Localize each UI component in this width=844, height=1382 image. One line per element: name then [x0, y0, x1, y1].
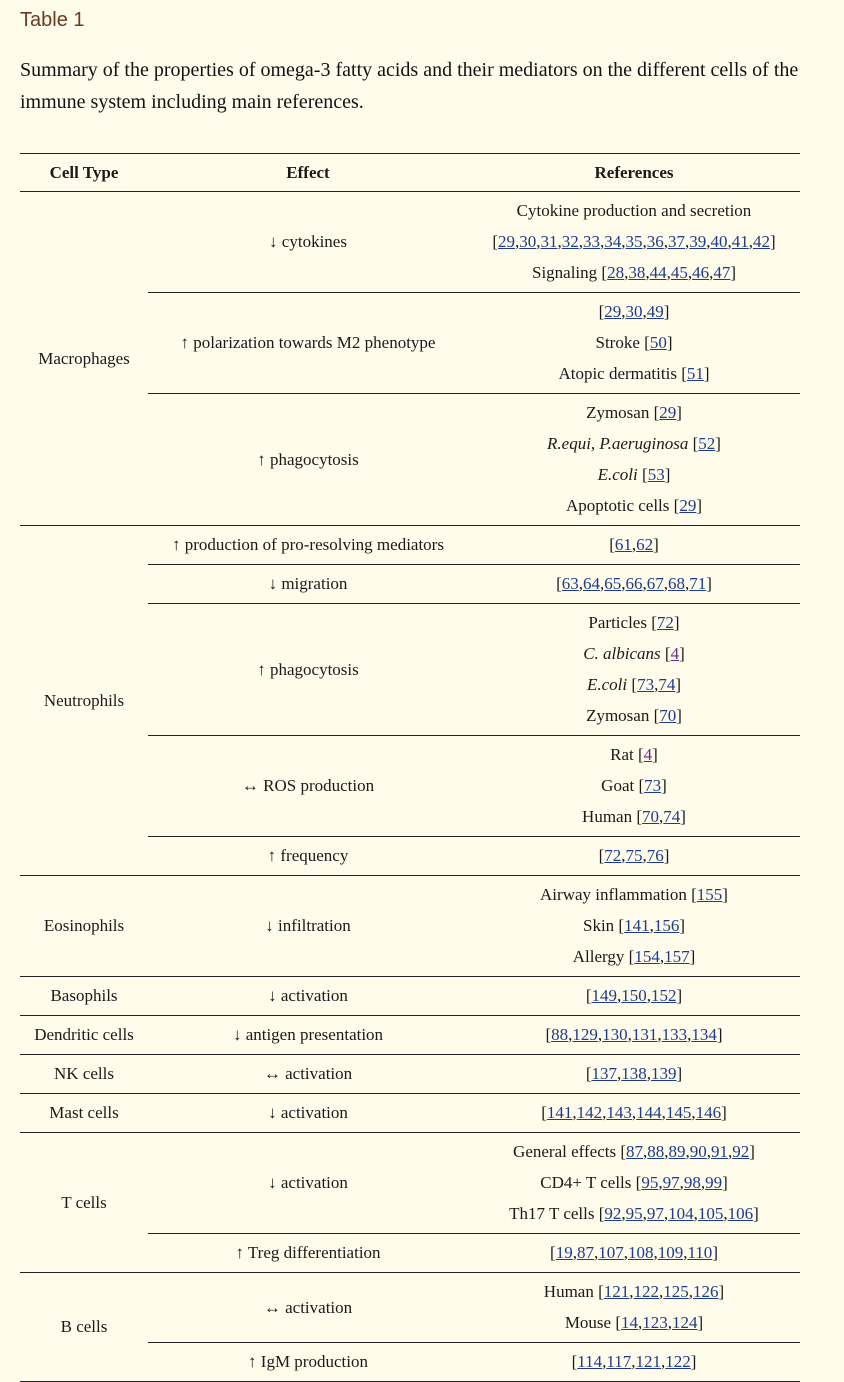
reference-link[interactable]: 50	[649, 333, 667, 352]
reference-label: Mouse	[564, 1313, 616, 1332]
reference-link[interactable]: 109	[657, 1243, 684, 1262]
effect-cell: ↑ polarization towards M2 phenotype	[148, 293, 468, 394]
reference-link[interactable]: 74	[658, 675, 676, 694]
effect-cell: ↔ ROS production	[148, 736, 468, 837]
effect-cell: ↓ activation	[148, 1094, 468, 1133]
reference-label: Human	[582, 807, 637, 826]
reference-link[interactable]: 65	[604, 574, 622, 593]
reference-link[interactable]: 130	[602, 1025, 628, 1044]
reference-link[interactable]: 53	[647, 465, 665, 484]
reference-link[interactable]: 35	[625, 232, 643, 251]
reference-link[interactable]: 29	[659, 403, 677, 422]
cell-type: Eosinophils	[20, 876, 148, 977]
reference-link[interactable]: 137	[591, 1064, 617, 1083]
reference-label: Human	[543, 1282, 599, 1301]
reference-line: Airway inflammation [155]	[540, 885, 728, 904]
cell-type: T cells	[20, 1133, 148, 1273]
reference-link[interactable]: 42	[753, 232, 770, 251]
reference-link[interactable]: 129	[572, 1025, 598, 1044]
effect-cell: ↑ Treg differentiation	[148, 1234, 468, 1273]
reference-line: Human [70,74]	[582, 807, 686, 826]
reference-link[interactable]: 139	[651, 1064, 677, 1083]
reference-line: Human [121,122,125,126]	[543, 1282, 725, 1301]
reference-link[interactable]: 141	[546, 1103, 573, 1122]
header-effect: Effect	[148, 154, 468, 192]
effect-cell: ↓ activation	[148, 1133, 468, 1234]
reference-line: CD4+ T cells [95,97,98,99]	[540, 1173, 728, 1192]
reference-link[interactable]: 104	[668, 1204, 694, 1223]
reference-link[interactable]: 157	[664, 947, 690, 966]
reference-link[interactable]: 4	[643, 745, 653, 764]
reference-link[interactable]: 87	[626, 1142, 644, 1161]
reference-line: Goat [73]	[601, 776, 667, 795]
reference-line: Signaling [28,38,44,45,46,47]	[531, 263, 736, 282]
reference-link[interactable]: 76	[646, 846, 664, 865]
reference-link[interactable]: 145	[665, 1103, 692, 1122]
reference-link[interactable]: 30	[625, 302, 643, 321]
reference-label: Skin	[582, 916, 619, 935]
reference-link[interactable]: 72	[656, 613, 674, 632]
effect-cell: ↑ production of pro-resolving mediators	[148, 526, 468, 565]
reference-link[interactable]: 105	[697, 1204, 724, 1223]
reference-link[interactable]: 30	[519, 232, 537, 251]
reference-label: Apoptotic cells	[566, 496, 674, 515]
cell-type: Mast cells	[20, 1094, 148, 1133]
table-row	[20, 1055, 800, 1094]
reference-line: General effects [87,88,89,90,91,92]	[513, 1142, 755, 1161]
reference-link[interactable]: 131	[631, 1025, 658, 1044]
references-cell	[468, 1234, 800, 1273]
references-cell	[468, 876, 800, 977]
table-row	[20, 1133, 800, 1234]
reference-link[interactable]: 146	[695, 1103, 722, 1122]
table-body	[20, 192, 800, 1382]
reference-link[interactable]: 34	[604, 232, 622, 251]
reference-line: Rat [4]	[610, 745, 658, 764]
reference-link[interactable]: 92	[604, 1204, 622, 1223]
reference-link[interactable]: 152	[651, 986, 677, 1005]
references-cell	[468, 526, 800, 565]
reference-line: Mouse [14,123,124]	[564, 1313, 704, 1332]
reference-label: Rat	[610, 745, 638, 764]
reference-line: R.equi, P.aeruginosa [52]	[547, 434, 721, 453]
reference-link[interactable]: 98	[683, 1173, 701, 1192]
reference-link[interactable]: 143	[606, 1103, 632, 1122]
reference-label: Stroke	[595, 333, 645, 352]
reference-link[interactable]: 97	[662, 1173, 680, 1192]
table-label: Table 1	[20, 9, 85, 31]
reference-line: [61,62]	[609, 535, 659, 554]
table-row	[20, 1273, 800, 1343]
reference-label: C. albicans	[583, 644, 661, 663]
reference-link[interactable]: 121	[603, 1282, 630, 1301]
reference-link[interactable]: 134	[691, 1025, 717, 1044]
reference-link[interactable]: 14	[621, 1313, 639, 1332]
reference-label: E.coli	[597, 465, 638, 484]
references-cell	[468, 1094, 800, 1133]
table-row	[20, 977, 800, 1016]
reference-link[interactable]: 46	[692, 263, 710, 282]
reference-link[interactable]: 106	[727, 1204, 754, 1223]
reference-line: [114,117,121,122]	[571, 1352, 697, 1371]
reference-link[interactable]: 62	[636, 535, 654, 554]
reference-link[interactable]: 44	[649, 263, 667, 282]
reference-link[interactable]: 66	[625, 574, 643, 593]
table-row	[20, 1016, 800, 1055]
reference-link[interactable]: 154	[634, 947, 660, 966]
reference-link[interactable]: 38	[628, 263, 646, 282]
reference-label: General effects	[513, 1142, 621, 1161]
reference-link[interactable]: 36	[646, 232, 664, 251]
reference-link[interactable]: 107	[598, 1243, 624, 1262]
reference-line: C. albicans [4]	[583, 644, 685, 663]
reference-link[interactable]: 91	[711, 1142, 729, 1161]
effect-cell: ↔ activation	[148, 1055, 468, 1094]
reference-link[interactable]: 39	[689, 232, 707, 251]
reference-label: Goat	[601, 776, 639, 795]
reference-label: Atopic dermatitis	[558, 364, 682, 383]
table-row	[20, 192, 800, 293]
references-cell	[468, 394, 800, 526]
reference-link[interactable]: 70	[659, 706, 677, 725]
reference-link[interactable]: 28	[607, 263, 625, 282]
reference-label: Zymosan	[586, 403, 654, 422]
reference-line: [141,142,143,144,145,146]	[541, 1103, 727, 1122]
reference-link[interactable]: 41	[731, 232, 749, 251]
reference-line: [63,64,65,66,67,68,71]	[556, 574, 712, 593]
effect-cell: ↑ frequency	[148, 837, 468, 876]
header-references: References	[468, 154, 800, 192]
reference-label: Particles	[588, 613, 652, 632]
reference-line: E.coli [73,74]	[587, 675, 681, 694]
reference-link[interactable]: 75	[625, 846, 643, 865]
reference-link[interactable]: 89	[668, 1142, 686, 1161]
reference-link[interactable]: 67	[646, 574, 664, 593]
reference-label: Signaling	[531, 263, 602, 282]
effect-cell: ↓ infiltration	[148, 876, 468, 977]
reference-link[interactable]: 92	[732, 1142, 750, 1161]
reference-label: R.equi, P.aeruginosa	[547, 434, 689, 453]
reference-link[interactable]: 88	[647, 1142, 665, 1161]
table-caption: Summary of the properties of omega-3 fatty acids and their mediators on the different cells of the immune system including main references.	[20, 59, 799, 113]
references-cell	[468, 1343, 800, 1382]
effect-cell: ↓ activation	[148, 977, 468, 1016]
reference-link[interactable]: 95	[625, 1204, 643, 1223]
table-row	[20, 1094, 800, 1133]
reference-link[interactable]: 150	[621, 986, 647, 1005]
references-cell	[468, 736, 800, 837]
reference-link[interactable]: 125	[663, 1282, 689, 1301]
effect-cell: ↓ migration	[148, 565, 468, 604]
reference-line: Th17 T cells [92,95,97,104,105,106]	[509, 1204, 759, 1223]
reference-link[interactable]: 141	[624, 916, 650, 935]
reference-line: [137,138,139]	[585, 1064, 683, 1083]
reference-link[interactable]: 123	[642, 1313, 668, 1332]
reference-link[interactable]: 70	[642, 807, 660, 826]
reference-link[interactable]: 63	[561, 574, 579, 593]
cell-type: Dendritic cells	[20, 1016, 148, 1055]
reference-line: [29,30,31,32,33,34,35,36,37,39,40,41,42]	[492, 232, 776, 251]
effect-cell: ↔ activation	[148, 1273, 468, 1343]
reference-link[interactable]: 149	[591, 986, 617, 1005]
reference-label: Zymosan	[586, 706, 654, 725]
reference-link[interactable]: 71	[689, 574, 707, 593]
reference-label: E.coli	[587, 675, 628, 694]
reference-link[interactable]: 99	[705, 1173, 723, 1192]
reference-label: Cytokine production and secretion	[516, 201, 752, 220]
reference-line: [72,75,76]	[598, 846, 670, 865]
cell-type: B cells	[20, 1273, 148, 1382]
cell-type: Macrophages	[20, 192, 148, 526]
reference-link[interactable]: 114	[577, 1352, 603, 1371]
reference-link[interactable]: 32	[561, 232, 579, 251]
reference-link[interactable]: 29	[604, 302, 622, 321]
reference-link[interactable]: 95	[641, 1173, 659, 1192]
reference-link[interactable]: 97	[646, 1204, 664, 1223]
reference-link[interactable]: 88	[551, 1025, 569, 1044]
reference-line: [19,87,107,108,109,110]	[550, 1243, 718, 1262]
cell-type: Basophils	[20, 977, 148, 1016]
reference-link[interactable]: 138	[621, 1064, 647, 1083]
reference-link[interactable]: 74	[663, 807, 681, 826]
reference-link[interactable]: 121	[635, 1352, 661, 1371]
effect-cell: ↑ phagocytosis	[148, 394, 468, 526]
reference-link[interactable]: 29	[679, 496, 697, 515]
references-cell	[468, 293, 800, 394]
reference-link[interactable]: 72	[604, 846, 622, 865]
reference-link[interactable]: 122	[633, 1282, 660, 1301]
reference-link[interactable]: 90	[689, 1142, 707, 1161]
reference-link[interactable]: 61	[614, 535, 632, 554]
reference-link[interactable]: 117	[606, 1352, 632, 1371]
reference-link[interactable]: 47	[713, 263, 731, 282]
reference-line	[468, 195, 800, 226]
reference-line: Apoptotic cells [29]	[566, 496, 702, 515]
summary-table	[20, 153, 800, 1382]
reference-label: Airway inflammation	[540, 885, 692, 904]
references-cell	[468, 604, 800, 736]
header-row	[20, 154, 800, 192]
reference-line: [149,150,152]	[585, 986, 683, 1005]
references-cell	[468, 837, 800, 876]
reference-link[interactable]: 122	[665, 1352, 691, 1371]
reference-line: Stroke [50]	[595, 333, 673, 352]
reference-link[interactable]: 73	[644, 776, 662, 795]
reference-link[interactable]: 87	[576, 1243, 594, 1262]
reference-line: Particles [72]	[588, 613, 680, 632]
reference-label: Allergy	[572, 947, 629, 966]
reference-link[interactable]: 52	[698, 434, 716, 453]
header-cell-type: Cell Type	[20, 154, 148, 192]
reference-link[interactable]: 110	[687, 1243, 713, 1262]
reference-link[interactable]: 40	[710, 232, 728, 251]
reference-link[interactable]: 73	[637, 675, 655, 694]
references-cell	[468, 1055, 800, 1094]
reference-link[interactable]: 51	[686, 364, 704, 383]
reference-link[interactable]: 124	[672, 1313, 698, 1332]
references-cell	[468, 192, 800, 293]
reference-label: Th17 T cells	[509, 1204, 599, 1223]
effect-cell: ↓ cytokines	[148, 192, 468, 293]
reference-link[interactable]: 4	[670, 644, 680, 663]
reference-line: [88,129,130,131,133,134]	[545, 1025, 723, 1044]
table-row	[20, 526, 800, 565]
effect-cell: ↑ IgM production	[148, 1343, 468, 1382]
reference-line: Allergy [154,157]	[572, 947, 696, 966]
reference-line: Skin [141,156]	[582, 916, 686, 935]
reference-line: E.coli [53]	[597, 465, 671, 484]
references-cell	[468, 977, 800, 1016]
table-row	[20, 876, 800, 977]
reference-link[interactable]: 64	[583, 574, 600, 593]
reference-link[interactable]: 31	[540, 232, 558, 251]
reference-link[interactable]: 144	[636, 1103, 662, 1122]
reference-link[interactable]: 37	[668, 232, 685, 251]
reference-line: Zymosan [29]	[586, 403, 682, 422]
effect-cell: ↑ phagocytosis	[148, 604, 468, 736]
references-cell	[468, 565, 800, 604]
reference-link[interactable]: 108	[627, 1243, 654, 1262]
reference-link[interactable]: 133	[661, 1025, 688, 1044]
effect-cell: ↓ antigen presentation	[148, 1016, 468, 1055]
reference-link[interactable]: 68	[668, 574, 685, 593]
reference-link[interactable]: 45	[670, 263, 688, 282]
cell-type: Neutrophils	[20, 526, 148, 876]
reference-line: Zymosan [70]	[586, 706, 682, 725]
reference-link[interactable]: 126	[693, 1282, 719, 1301]
references-cell	[468, 1016, 800, 1055]
reference-link[interactable]: 19	[555, 1243, 573, 1262]
reference-link[interactable]: 156	[653, 916, 680, 935]
reference-link[interactable]: 49	[646, 302, 664, 321]
reference-link[interactable]: 33	[583, 232, 600, 251]
reference-line: Atopic dermatitis [51]	[558, 364, 710, 383]
reference-line: [29,30,49]	[598, 302, 670, 321]
cell-type: NK cells	[20, 1055, 148, 1094]
references-cell	[468, 1133, 800, 1234]
references-cell	[468, 1273, 800, 1343]
reference-link[interactable]: 29	[498, 232, 515, 251]
reference-label: CD4+ T cells	[540, 1173, 636, 1192]
reference-link[interactable]: 142	[576, 1103, 603, 1122]
reference-link[interactable]: 155	[696, 885, 723, 904]
